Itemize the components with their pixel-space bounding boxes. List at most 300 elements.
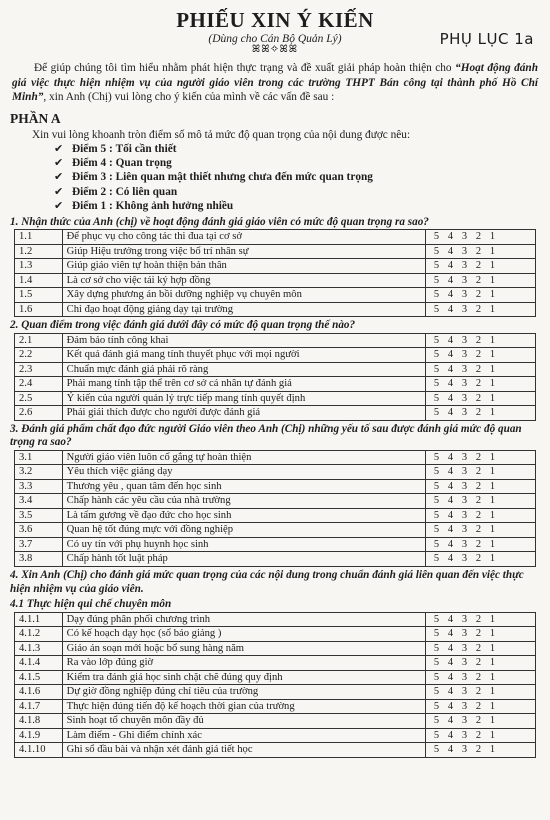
- page-subtitle: (Dùng cho Cán Bộ Quản Lý): [208, 33, 342, 45]
- score-cell: [425, 627, 536, 642]
- table-row: [15, 288, 536, 303]
- score-option[interactable]: 4: [447, 642, 454, 654]
- score-option[interactable]: 2: [475, 349, 482, 361]
- score-option[interactable]: 3: [461, 628, 468, 640]
- score-option[interactable]: 5: [433, 715, 440, 727]
- item-number: 3.6: [15, 523, 63, 538]
- score-option[interactable]: 3: [461, 509, 468, 521]
- score-option[interactable]: 5: [433, 392, 440, 404]
- item-number: 4.1.1: [15, 612, 63, 627]
- table-row: [15, 377, 536, 392]
- item-text: Ghi sổ đầu bài và nhận xét đánh giá tiết học: [62, 743, 425, 758]
- score-option[interactable]: 4: [447, 303, 454, 315]
- item-text: Thương yêu , quan tâm đến học sinh: [62, 479, 425, 494]
- score-option[interactable]: 1: [489, 495, 496, 507]
- score-option[interactable]: 4: [447, 538, 454, 550]
- appendix-label: PHỤ LỤC 1a: [439, 30, 534, 48]
- score-cell: [425, 641, 536, 656]
- score-cell: [425, 656, 536, 671]
- score-option[interactable]: 1: [489, 363, 496, 375]
- item-text: Quan hệ tốt đúng mực với đồng nghiệp: [62, 523, 425, 538]
- question-title: 2. Quan điểm trong việc đánh giá dưới đây có mức độ quan trọng thế nào?: [10, 319, 356, 332]
- scale-label: Điểm 1 :: [72, 200, 113, 213]
- table-row: [15, 508, 536, 523]
- item-text: Giúp giáo viên tự hoàn thiện bản thân: [62, 259, 425, 274]
- score-option[interactable]: 1: [489, 744, 496, 756]
- score-option[interactable]: 3: [461, 378, 468, 390]
- score-option[interactable]: 4: [447, 613, 454, 625]
- table-row: [15, 494, 536, 509]
- table-row: [15, 273, 536, 288]
- scale-description: Liên quan mật thiết nhưng chưa đến mức quan trọng: [115, 171, 373, 184]
- item-text: Là cơ sở cho việc tái ký hợp đồng: [62, 273, 425, 288]
- score-cell: [425, 273, 536, 288]
- item-number: 4.1.2: [15, 627, 63, 642]
- score-option[interactable]: 3: [461, 274, 468, 286]
- score-cell: [425, 244, 536, 259]
- checkmark-icon: ✔: [54, 185, 64, 198]
- score-option[interactable]: 3: [461, 715, 468, 727]
- score-cell: [425, 465, 536, 480]
- item-number: 3.5: [15, 508, 63, 523]
- score-option[interactable]: 2: [475, 715, 482, 727]
- score-option[interactable]: 5: [433, 700, 440, 712]
- item-number: 1.4: [15, 273, 63, 288]
- score-option[interactable]: 4: [447, 495, 454, 507]
- score-option[interactable]: 4: [447, 349, 454, 361]
- table-row: [15, 244, 536, 259]
- rating-table: [14, 333, 536, 421]
- scoring-scale-list: [8, 142, 542, 214]
- item-number: 1.2: [15, 244, 63, 259]
- score-option[interactable]: 4: [447, 451, 454, 463]
- intro-tail: , xin Anh (Chị) vui lòng cho ý kiến của mình về các vấn đề sau :: [43, 91, 335, 103]
- score-cell: [425, 670, 536, 685]
- score-option[interactable]: 5: [433, 349, 440, 361]
- item-number: 3.4: [15, 494, 63, 509]
- scale-item: [54, 170, 542, 184]
- score-option[interactable]: 2: [475, 642, 482, 654]
- score-option[interactable]: 3: [461, 642, 468, 654]
- table-row: [15, 259, 536, 274]
- score-option[interactable]: 2: [475, 378, 482, 390]
- item-text: Giúp Hiệu trưởng trong việc bố trí nhân sự: [62, 244, 425, 259]
- table-row: [15, 479, 536, 494]
- table-row: [15, 348, 536, 363]
- score-option[interactable]: 4: [447, 466, 454, 478]
- score-option[interactable]: 1: [489, 466, 496, 478]
- scale-description: Không ảnh hưởng nhiều: [115, 200, 234, 213]
- score-option[interactable]: 1: [489, 686, 496, 698]
- score-option[interactable]: 1: [489, 657, 496, 669]
- item-text: Đảm bảo tính công khai: [62, 333, 425, 348]
- item-text: Có kế hoạch dạy học (sổ báo giảng ): [62, 627, 425, 642]
- table-row: [15, 714, 536, 729]
- score-option[interactable]: 4: [447, 392, 454, 404]
- score-cell: [425, 714, 536, 729]
- score-cell: [425, 406, 536, 421]
- score-cell: [425, 288, 536, 303]
- score-option[interactable]: 2: [475, 303, 482, 315]
- item-text: Phải giải thích được cho người được đánh giá: [62, 406, 425, 421]
- table-row: [15, 685, 536, 700]
- score-option[interactable]: 5: [433, 466, 440, 478]
- score-option[interactable]: 2: [475, 538, 482, 550]
- scale-description: Tối cần thiết: [115, 142, 177, 155]
- question-subtitle: 4.1 Thực hiện qui chế chuyên môn: [10, 598, 172, 611]
- score-option[interactable]: 1: [489, 289, 496, 301]
- scale-label: Điểm 4 :: [72, 156, 113, 169]
- item-number: 1.5: [15, 288, 63, 303]
- score-cell: [425, 612, 536, 627]
- rating-table: [14, 612, 536, 758]
- score-option[interactable]: 5: [433, 334, 440, 346]
- score-option[interactable]: 2: [475, 480, 482, 492]
- score-option[interactable]: 1: [489, 715, 496, 727]
- question-title: 4. Xin Anh (Chị) cho đánh giá mức quan trọng của các nội dung trong chuẩn đánh giá liên quan đến việc thực hiện nhiệm vụ của giáo viên.: [10, 568, 524, 595]
- score-option[interactable]: 4: [447, 274, 454, 286]
- item-number: 4.1.10: [15, 743, 63, 758]
- score-option[interactable]: 5: [433, 274, 440, 286]
- score-option[interactable]: 3: [461, 245, 468, 257]
- score-option[interactable]: 5: [433, 245, 440, 257]
- score-option[interactable]: 5: [433, 303, 440, 315]
- score-option[interactable]: 3: [461, 334, 468, 346]
- score-option[interactable]: 2: [475, 495, 482, 507]
- score-option[interactable]: 1: [489, 524, 496, 536]
- score-option[interactable]: 5: [433, 642, 440, 654]
- item-number: 3.2: [15, 465, 63, 480]
- score-option[interactable]: 1: [489, 628, 496, 640]
- score-option[interactable]: 4: [447, 231, 454, 243]
- table-row: [15, 728, 536, 743]
- score-option[interactable]: 5: [433, 729, 440, 741]
- score-option[interactable]: 3: [461, 231, 468, 243]
- item-text: Thực hiện đúng tiến độ kế hoạch thời gian của trường: [62, 699, 425, 714]
- item-number: 2.6: [15, 406, 63, 421]
- score-option[interactable]: 4: [447, 671, 454, 683]
- score-option[interactable]: 1: [489, 538, 496, 550]
- score-option[interactable]: 5: [433, 538, 440, 550]
- score-option[interactable]: 1: [489, 407, 496, 419]
- score-option[interactable]: 3: [461, 392, 468, 404]
- score-option[interactable]: 1: [489, 334, 496, 346]
- question-title: 3. Đánh giá phẩm chất đạo đức người Giáo viên theo Anh (Chị) những yếu tố sau được đánh giá mức độ quan trọng ra sao?: [10, 422, 522, 449]
- item-number: 3.7: [15, 537, 63, 552]
- item-number: 2.1: [15, 333, 63, 348]
- item-number: 3.1: [15, 450, 63, 465]
- score-option[interactable]: 1: [489, 642, 496, 654]
- score-option[interactable]: 3: [461, 349, 468, 361]
- item-number: 4.1.4: [15, 656, 63, 671]
- scale-label: Điểm 5 :: [72, 142, 113, 155]
- score-option[interactable]: 2: [475, 729, 482, 741]
- score-option[interactable]: 5: [433, 289, 440, 301]
- scale-item: [54, 185, 542, 199]
- score-option[interactable]: 3: [461, 729, 468, 741]
- table-row: [15, 230, 536, 245]
- score-option[interactable]: 1: [489, 378, 496, 390]
- score-option[interactable]: 2: [475, 671, 482, 683]
- intro-lead: Để giúp chúng tôi tìm hiểu nhằm phát hiện thực trạng và đề xuất giải pháp hoàn thiện cho: [34, 62, 456, 74]
- item-text: Phải mang tính tập thể trên cơ sở cá nhân tự đánh giá: [62, 377, 425, 392]
- item-text: Là tấm gương về đạo đức cho học sinh: [62, 508, 425, 523]
- score-option[interactable]: 1: [489, 349, 496, 361]
- item-number: 2.4: [15, 377, 63, 392]
- score-cell: [425, 552, 536, 567]
- section-heading: PHẦN A: [10, 110, 61, 126]
- score-option[interactable]: 1: [489, 303, 496, 315]
- score-option[interactable]: 1: [489, 392, 496, 404]
- checkmark-icon: ✔: [54, 200, 64, 213]
- score-option[interactable]: 5: [433, 509, 440, 521]
- score-option[interactable]: 3: [461, 744, 468, 756]
- score-option[interactable]: 3: [461, 671, 468, 683]
- scale-label: Điểm 2 :: [72, 185, 113, 198]
- score-cell: [425, 494, 536, 509]
- score-option[interactable]: 5: [433, 671, 440, 683]
- table-row: [15, 670, 536, 685]
- score-option[interactable]: 3: [461, 480, 468, 492]
- score-option[interactable]: 4: [447, 289, 454, 301]
- item-text: Để phục vụ cho công tác thi đua tại cơ sở: [62, 230, 425, 245]
- score-cell: [425, 728, 536, 743]
- score-option[interactable]: 4: [447, 334, 454, 346]
- score-cell: [425, 230, 536, 245]
- score-option[interactable]: 2: [475, 657, 482, 669]
- score-option[interactable]: 5: [433, 378, 440, 390]
- scale-item: [54, 199, 542, 213]
- score-option[interactable]: 5: [433, 451, 440, 463]
- score-cell: [425, 685, 536, 700]
- score-option[interactable]: 1: [489, 613, 496, 625]
- score-option[interactable]: 4: [447, 480, 454, 492]
- score-option[interactable]: 4: [447, 509, 454, 521]
- table-row: [15, 612, 536, 627]
- score-option[interactable]: 2: [475, 274, 482, 286]
- table-row: [15, 699, 536, 714]
- score-option[interactable]: 2: [475, 260, 482, 272]
- table-row: [15, 656, 536, 671]
- score-option[interactable]: 2: [475, 451, 482, 463]
- score-option[interactable]: 5: [433, 231, 440, 243]
- scale-description: Có liên quan: [115, 185, 178, 198]
- checkmark-icon: ✔: [54, 171, 64, 184]
- table-row: [15, 465, 536, 480]
- score-option[interactable]: 1: [489, 245, 496, 257]
- intro-topic: “Hoạt động đánh giá việc thực hiện nhiệm vụ của người giáo viên trong các trường THPT Bán công tại thành phố Hồ Chí Minh”: [12, 62, 538, 103]
- score-option[interactable]: 4: [447, 260, 454, 272]
- item-text: Xây dựng phương án bồi dưỡng nghiệp vụ chuyên môn: [62, 288, 425, 303]
- score-option[interactable]: 1: [489, 451, 496, 463]
- score-option[interactable]: 5: [433, 613, 440, 625]
- table-row: [15, 450, 536, 465]
- scale-item: [54, 156, 542, 170]
- score-cell: [425, 508, 536, 523]
- score-option[interactable]: 3: [461, 407, 468, 419]
- score-option[interactable]: 2: [475, 392, 482, 404]
- item-text: Dạy đúng phân phối chương trình: [62, 612, 425, 627]
- checkmark-icon: ✔: [54, 156, 64, 169]
- page-title: PHIẾU XIN Ý KIẾN: [176, 8, 374, 32]
- survey-page: [8, 4, 542, 758]
- table-row: [15, 627, 536, 642]
- instruction-text: Xin vui lòng khoanh tròn điểm số mô tả mức độ quan trọng của nội dung được nêu:: [32, 128, 411, 141]
- score-option[interactable]: 3: [461, 538, 468, 550]
- score-option[interactable]: 5: [433, 744, 440, 756]
- table-row: [15, 552, 536, 567]
- item-number: 4.1.6: [15, 685, 63, 700]
- scale-item: [54, 142, 542, 156]
- score-option[interactable]: 5: [433, 524, 440, 536]
- score-cell: [425, 333, 536, 348]
- score-option[interactable]: 4: [447, 744, 454, 756]
- score-option[interactable]: 3: [461, 657, 468, 669]
- score-cell: [425, 259, 536, 274]
- table-row: [15, 333, 536, 348]
- score-option[interactable]: 3: [461, 686, 468, 698]
- item-text: Có uy tín với phụ huynh học sinh: [62, 537, 425, 552]
- score-option[interactable]: 3: [461, 303, 468, 315]
- score-option[interactable]: 4: [447, 686, 454, 698]
- score-option[interactable]: 2: [475, 407, 482, 419]
- score-cell: [425, 377, 536, 392]
- score-option[interactable]: 5: [433, 480, 440, 492]
- item-number: 4.1.5: [15, 670, 63, 685]
- item-text: Chấp hành các yêu cầu của nhà trường: [62, 494, 425, 509]
- score-option[interactable]: 3: [461, 363, 468, 375]
- table-row: [15, 537, 536, 552]
- score-option[interactable]: 4: [447, 363, 454, 375]
- score-option[interactable]: 5: [433, 686, 440, 698]
- score-option[interactable]: 5: [433, 628, 440, 640]
- score-option[interactable]: 4: [447, 628, 454, 640]
- item-text: Dự giờ đồng nghiệp đúng chỉ tiêu của trường: [62, 685, 425, 700]
- score-option[interactable]: 4: [447, 378, 454, 390]
- score-option[interactable]: 2: [475, 231, 482, 243]
- table-row: [15, 302, 536, 317]
- score-option[interactable]: 5: [433, 553, 440, 565]
- score-cell: [425, 537, 536, 552]
- item-text: Chỉ đạo hoạt động giảng dạy tại trường: [62, 302, 425, 317]
- score-cell: [425, 523, 536, 538]
- item-text: Kết quả đánh giá mang tính thuyết phục với mọi người: [62, 348, 425, 363]
- score-cell: [425, 391, 536, 406]
- score-option[interactable]: 1: [489, 509, 496, 521]
- score-option[interactable]: 5: [433, 407, 440, 419]
- score-cell: [425, 450, 536, 465]
- item-number: 2.5: [15, 391, 63, 406]
- score-option[interactable]: 4: [447, 700, 454, 712]
- score-option[interactable]: 2: [475, 744, 482, 756]
- item-text: Người giáo viên luôn cố gắng tự hoàn thiện: [62, 450, 425, 465]
- score-option[interactable]: 2: [475, 628, 482, 640]
- score-option[interactable]: 2: [475, 334, 482, 346]
- item-text: Yêu thích việc giảng dạy: [62, 465, 425, 480]
- question-title: 1. Nhận thức của Anh (chị) về hoạt động đánh giá giáo viên có mức độ quan trọng ra sao?: [10, 215, 429, 228]
- score-option[interactable]: 3: [461, 495, 468, 507]
- table-row: [15, 523, 536, 538]
- score-option[interactable]: 1: [489, 729, 496, 741]
- score-option[interactable]: 1: [489, 231, 496, 243]
- score-option[interactable]: 2: [475, 509, 482, 521]
- intro-paragraph: [12, 61, 538, 105]
- item-number: 4.1.9: [15, 728, 63, 743]
- rating-table: [14, 229, 536, 317]
- scale-description: Quan trọng: [115, 156, 172, 169]
- item-number: 3.8: [15, 552, 63, 567]
- score-option[interactable]: 3: [461, 524, 468, 536]
- score-option[interactable]: 4: [447, 729, 454, 741]
- score-option[interactable]: 4: [447, 553, 454, 565]
- score-option[interactable]: 3: [461, 451, 468, 463]
- score-cell: [425, 699, 536, 714]
- score-option[interactable]: 1: [489, 274, 496, 286]
- score-option[interactable]: 1: [489, 480, 496, 492]
- item-number: 1.3: [15, 259, 63, 274]
- score-option[interactable]: 2: [475, 466, 482, 478]
- item-text: Ra vào lớp đúng giờ: [62, 656, 425, 671]
- score-option[interactable]: 3: [461, 466, 468, 478]
- score-option[interactable]: 3: [461, 260, 468, 272]
- item-number: 2.3: [15, 362, 63, 377]
- score-option[interactable]: 2: [475, 245, 482, 257]
- score-option[interactable]: 3: [461, 553, 468, 565]
- score-cell: [425, 302, 536, 317]
- item-number: 4.1.7: [15, 699, 63, 714]
- score-option[interactable]: 3: [461, 613, 468, 625]
- score-option[interactable]: 4: [447, 657, 454, 669]
- score-option[interactable]: 3: [461, 289, 468, 301]
- score-option[interactable]: 1: [489, 260, 496, 272]
- score-option[interactable]: 2: [475, 289, 482, 301]
- score-option[interactable]: 2: [475, 524, 482, 536]
- score-option[interactable]: 5: [433, 495, 440, 507]
- item-text: Chấp hành tốt luật pháp: [62, 552, 425, 567]
- score-cell: [425, 743, 536, 758]
- table-row: [15, 406, 536, 421]
- score-option[interactable]: 2: [475, 686, 482, 698]
- score-option[interactable]: 2: [475, 363, 482, 375]
- score-option[interactable]: 2: [475, 700, 482, 712]
- score-option[interactable]: 1: [489, 700, 496, 712]
- score-option[interactable]: 2: [475, 613, 482, 625]
- item-number: 4.1.8: [15, 714, 63, 729]
- score-option[interactable]: 1: [489, 553, 496, 565]
- table-row: [15, 391, 536, 406]
- item-text: Chuẩn mực đánh giá phải rõ ràng: [62, 362, 425, 377]
- score-cell: [425, 348, 536, 363]
- score-option[interactable]: 5: [433, 260, 440, 272]
- score-option[interactable]: 1: [489, 671, 496, 683]
- checkmark-icon: ✔: [54, 142, 64, 155]
- table-row: [15, 362, 536, 377]
- score-option[interactable]: 4: [447, 524, 454, 536]
- ornament-divider: ꕤꕤ✧ꕤꕤ: [251, 44, 299, 55]
- item-number: 1.1: [15, 230, 63, 245]
- score-option[interactable]: 4: [447, 407, 454, 419]
- score-option[interactable]: 2: [475, 553, 482, 565]
- questions-container: [8, 216, 542, 758]
- score-option[interactable]: 4: [447, 715, 454, 727]
- score-option[interactable]: 5: [433, 657, 440, 669]
- table-row: [15, 641, 536, 656]
- scale-label: Điểm 3 :: [72, 171, 113, 184]
- score-option[interactable]: 4: [447, 245, 454, 257]
- score-option[interactable]: 5: [433, 363, 440, 375]
- table-row: [15, 743, 536, 758]
- score-option[interactable]: 3: [461, 700, 468, 712]
